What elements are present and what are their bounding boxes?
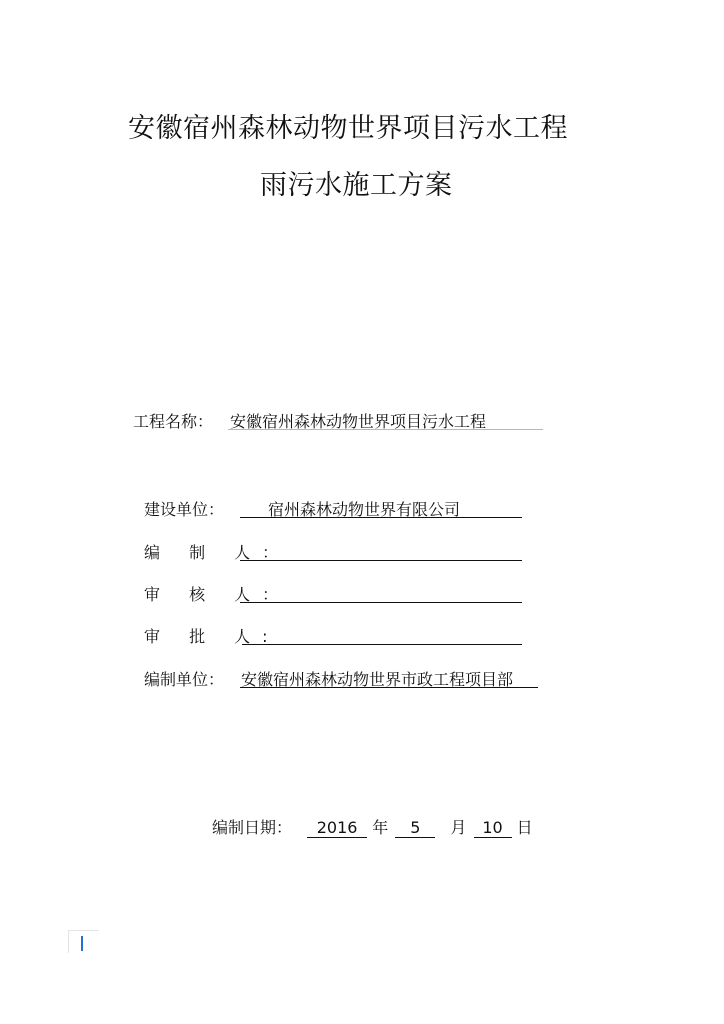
approver-label: 审 批 人: (144, 627, 280, 646)
construction-unit-label: 建设单位： (144, 500, 225, 519)
approver-row (144, 624, 534, 648)
reviewer-underline (240, 582, 522, 603)
project-name-row (133, 409, 553, 433)
reviewer-label: 审 核 人： (144, 585, 291, 604)
construction-unit-value: 宿州森林动物世界有限公司 (268, 500, 461, 519)
compile-date-month: 5 (395, 818, 435, 838)
construction-unit-row (144, 497, 534, 521)
compiling-unit-underline (240, 667, 538, 688)
compiling-unit-label: 编制单位： (144, 670, 225, 689)
compile-date-row (212, 815, 533, 838)
compiler-underline (240, 540, 522, 561)
text-cursor-marker (68, 930, 99, 953)
compiling-unit-value: 安徽宿州森林动物世界市政工程项目部 (241, 670, 514, 689)
project-name-value: 安徽宿州森林动物世界项目污水工程 (230, 412, 487, 431)
document-title-line-2: 雨污水施工方案 (260, 170, 453, 201)
compile-date-year: 2016 (307, 818, 367, 838)
compile-date-label: 编制日期： (212, 818, 293, 837)
project-name-label: 工程名称： (133, 412, 214, 431)
compile-date-month-unit: 月 (450, 818, 467, 837)
compile-date-day: 10 (474, 818, 512, 838)
project-name-underline (228, 409, 543, 430)
compiler-row (144, 540, 534, 564)
document-title-line-1: 安徽宿州森林动物世界项目污水工程 (128, 113, 568, 144)
reviewer-row (144, 582, 534, 606)
compile-date-day-unit: 日 (516, 818, 533, 837)
text-cursor-icon (81, 936, 83, 951)
approver-underline (242, 624, 522, 645)
compiling-unit-row (144, 667, 544, 691)
compile-date-year-unit: 年 (372, 818, 389, 837)
construction-unit-underline (240, 497, 522, 518)
compiler-label: 编 制 人： (144, 543, 291, 562)
